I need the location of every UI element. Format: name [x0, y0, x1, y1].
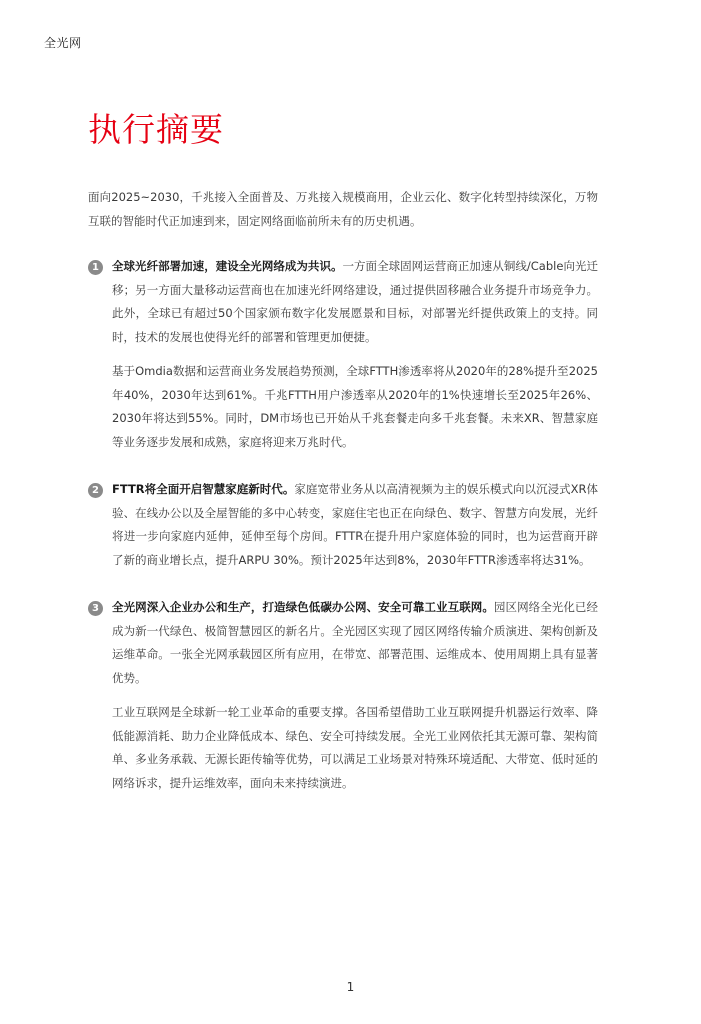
section-paragraph — [112, 596, 598, 690]
section-lead: 全球光纤部署加速，建设全光网络成为共识。 — [112, 259, 343, 273]
section-2 — [88, 478, 598, 572]
page-number: 1 — [346, 980, 355, 994]
section-number-badge: 3 — [88, 601, 103, 616]
section-body: 一方面全球固网运营商正加速从铜线/Cable向光迁移；另一方面大量移动运营商也在加速光纤网络建设，通过提供固移融合业务提升市场竞争力。此外，全球已有超过50个国家颁布数字化发展愿景和目标，对部署光纤提供政策上的支持。同时，技术的发展也使得光纤的部署和管理更加便捷。 — [112, 259, 598, 344]
section-extra-paragraph: 基于Omdia数据和运营商业务发展趋势预测，全球FTTH渗透率将从2020年的28%提升至2025年40%，2030年达到61%。千兆FTTH用户渗透率从2020年的1%快速增长至2025年26%、2030年将达到55%。同时，DM市场也已开始从千兆套餐走向多千兆套餐。未来XR、智慧家庭等业务逐步发展和成熟，家庭将迎来万兆时代。 — [112, 364, 598, 449]
intro-paragraph: 面向2025~2030，千兆接入全面普及、万兆接入规模商用，企业云化、数字化转型持续深化，万物互联的智能时代正加速到来，固定网络面临前所未有的历史机遇。 — [88, 190, 598, 228]
section-body: 园区网络全光化已经成为新一代绿色、极简智慧园区的新名片。全光园区实现了园区网络传输介质演进、架构创新及运维革命。一张全光网承载园区所有应用，在带宽、部署范围、运维成本、使用周期上具有显著优势。 — [112, 600, 599, 685]
section-paragraph — [112, 478, 598, 572]
section-paragraph — [112, 255, 598, 349]
section-lead: 全光网深入企业办公和生产，打造绿色低碳办公网、安全可靠工业互联网。 — [112, 600, 494, 614]
section-1 — [88, 255, 598, 454]
header-label: 全光网 — [44, 36, 82, 50]
main-content — [88, 186, 598, 819]
page-title: 执行摘要 — [88, 110, 224, 149]
section-lead: FTTR将全面开启智慧家庭新时代。 — [112, 482, 295, 496]
section-3 — [88, 596, 598, 795]
section-number-badge: 1 — [88, 260, 103, 275]
section-number-badge: 2 — [88, 483, 103, 498]
section-extra-paragraph: 工业互联网是全球新一轮工业革命的重要支撑。各国希望借助工业互联网提升机器运行效率、降低能源消耗、助力企业降低成本、绿色、安全可持续发展。全光工业网依托其无源可靠、架构简单、多业务承载、无源长距传输等优势，可以满足工业场景对特殊环境适配、大带宽、低时延的网络诉求，提升运维效率，面向未来持续演进。 — [112, 705, 598, 790]
section-body: 家庭宽带业务从以高清视频为主的娱乐模式向以沉浸式XR体验、在线办公以及全屋智能的多中心转变，家庭住宅也正在向绿色、数字、智慧方向发展，光纤将进一步向家庭内延伸，延伸至每个房间。FTTR在提升用户家庭体验的同时，也为运营商开辟了新的商业增长点，提升ARPU 30%。预计2025年达到8%，2030年FTTR渗透率将达31%。 — [112, 482, 598, 567]
